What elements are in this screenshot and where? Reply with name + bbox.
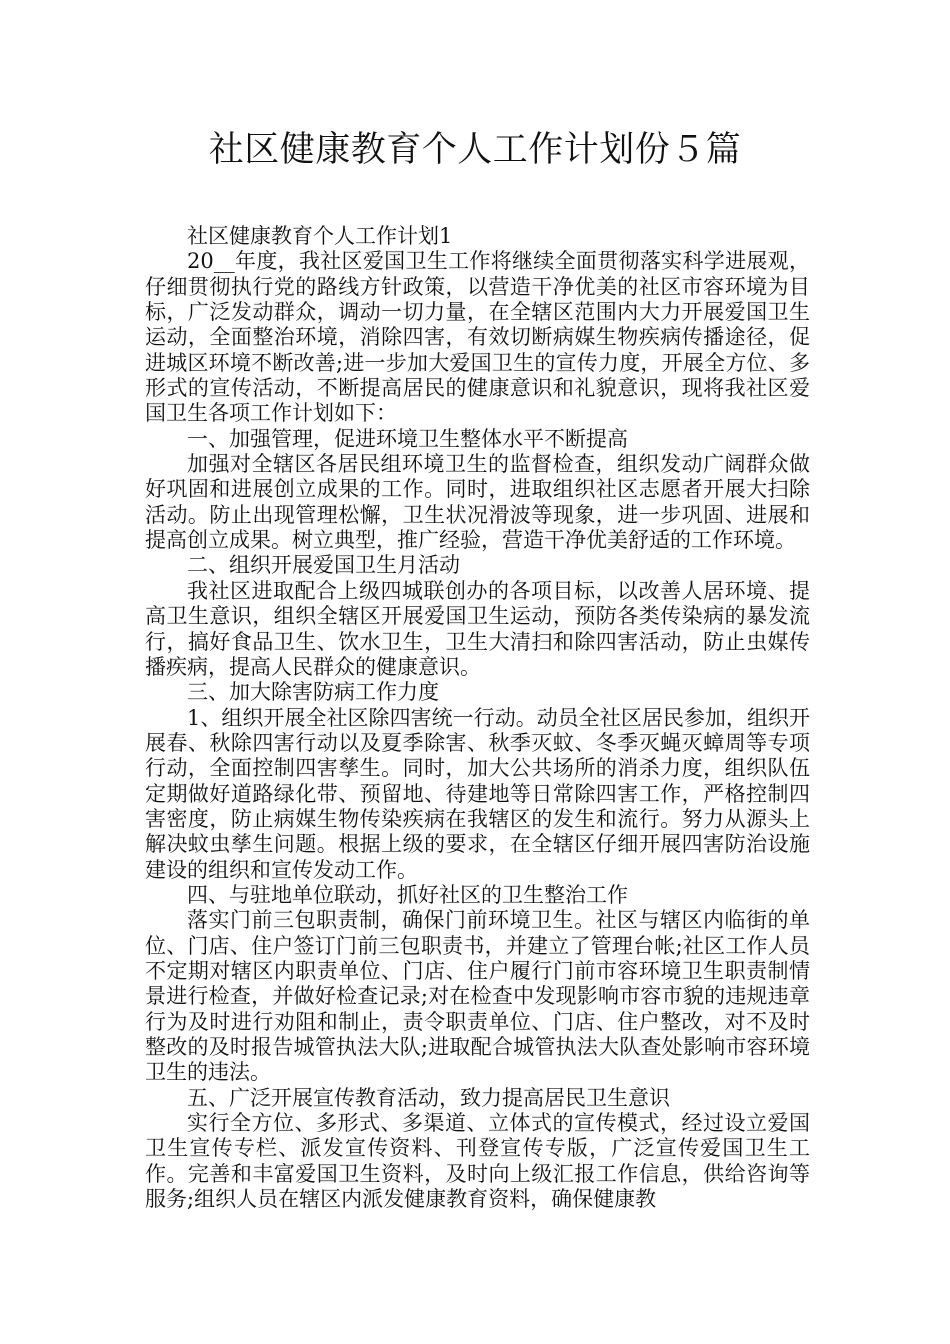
paragraph-2: 我社区进取配合上级四城联创办的各项目标，以改善人居环境、提高卫生意识，组织全辖区开展爱国卫生运动，预防各类传染病的暴发流行，搞好食品卫生、饮水卫生，卫生大清扫和除四害活动，防止虫媒传播疾病，提高人民群众的健康意识。 [145, 578, 810, 679]
heading-4: 四、与驻地单位联动，抓好社区的卫生整治工作 [187, 882, 628, 907]
heading-5: 五、广泛开展宣传教育活动，致力提高居民卫生意识 [187, 1085, 670, 1110]
document-body [145, 224, 810, 1212]
paragraph-5: 实行全方位、多形式、多渠道、立体式的宣传模式，经过设立爱国卫生宣传专栏、派发宣传资料、刊登宣传专版，广泛宣传爱国卫生工作。完善和丰富爱国卫生资料，及时向上级汇报工作信息，供给咨询等服务;组织人员在辖区内派发健康教育资料，确保健康教 [145, 1111, 810, 1212]
heading-1: 一、加强管理，促进环境卫生整体水平不断提高 [187, 426, 628, 451]
document-title: 社区健康教育个人工作计划份５篇 [208, 130, 742, 170]
paragraph-1: 加强对全辖区各居民组环境卫生的监督检查，组织发动广阔群众做好巩固和进展创立成果的工作。同时，进取组织社区志愿者开展大扫除活动。防止出现管理松懈，卫生状况滑波等现象，进一步巩固、进展和提高创立成果。树立典型，推广经验，营造干净优美舒适的工作环境。 [145, 452, 810, 553]
intro-paragraph: 20__年度，我社区爱国卫生工作将继续全面贯彻落实科学进展观，仔细贯彻执行党的路线方针政策，以营造干净优美的社区市容环境为目标，广泛发动群众，调动一切力量，在全辖区范围内大力开展爱国卫生运动，全面整治环境，消除四害，有效切断病媒生物疾病传播途径，促进城区环境不断改善;进一步加大爱国卫生的宣传力度，开展全方位、多形式的宣传活动，不断提高居民的健康意识和礼貌意识，现将我社区爱国卫生各项工作计划如下： [145, 249, 810, 426]
heading-2: 二、组织开展爱国卫生月活动 [187, 553, 460, 578]
paragraph-4: 落实门前三包职责制，确保门前环境卫生。社区与辖区内临街的单位、门店、住户签订门前三包职责书，并建立了管理台帐;社区工作人员不定期对辖区内职责单位、门店、住户履行门前市容环境卫生职责制情景进行检查，并做好检查记录;对在检查中发现影响市容市貌的违规违章行为及时进行劝阻和制止，责令职责单位、门店、住户整改，对不及时整改的及时报告城管执法大队;进取配合城管执法大队查处影响市容环境卫生的违法。 [145, 908, 810, 1085]
paragraph-3: 1、组织开展全社区除四害统一行动。动员全社区居民参加，组织开展春、秋除四害行动以及夏季除害、秋季灭蚊、冬季灭蝇灭蟑周等专项行动，全面控制四害孳生。同时，加大公共场所的消杀力度，组织队伍定期做好道路绿化带、预留地、待建地等日常除四害工作，严格控制四害密度，防止病媒生物传染疾病在我辖区的发生和流行。努力从源头上解决蚊虫孳生问题。根据上级的要求，在全辖区仔细开展四害防治设施建设的组织和宣传发动工作。 [145, 705, 810, 882]
heading-3: 三、加大除害防病工作力度 [187, 680, 439, 705]
section-title: 社区健康教育个人工作计划1 [187, 224, 453, 248]
